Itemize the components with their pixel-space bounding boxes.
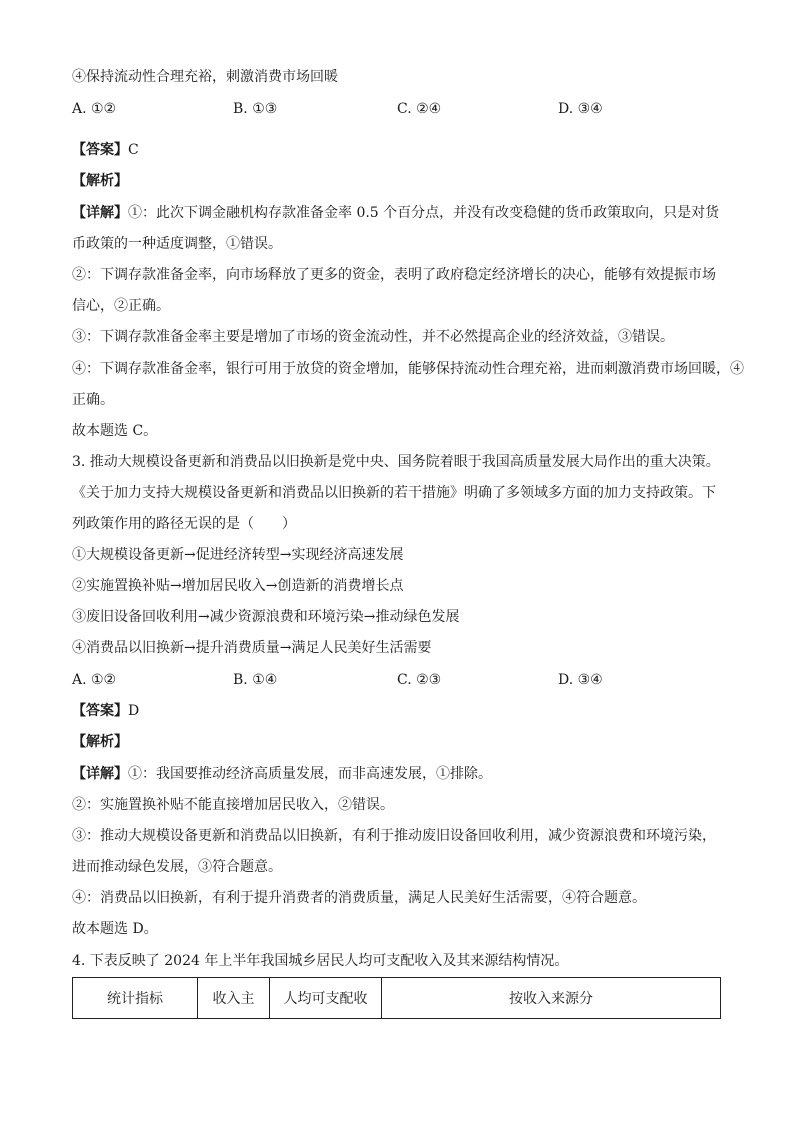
q3-stem-line: 列政策作用的路径无误的是（ ） <box>72 516 296 532</box>
detail-text: ①：此次下调金融机构存款准备金率 0.5 个百分点，并没有改变稳健的货币政策取向，只是对货 <box>128 205 720 221</box>
table-header-cell: 收入主 <box>198 978 270 1019</box>
answer-label: 【答案】 <box>72 703 128 719</box>
q4-stem: 4. 下表反映了 2024 年上半年我国城乡居民人均可支配收入及其来源结构情况。 <box>72 953 569 969</box>
q2-answer <box>72 141 139 159</box>
q2-conclusion: 故本题选 C。 <box>72 423 158 439</box>
detail-text: ①：我国要推动经济高质量发展，而非高速发展，①排除。 <box>128 766 492 782</box>
table-header-cell: 按收入来源分 <box>382 978 721 1019</box>
q3-detail-line: ②：实施置换补贴不能直接增加居民收入，②错误。 <box>72 797 394 813</box>
q3-analysis-label: 【解析】 <box>72 734 128 750</box>
q2-option-a: A. ①② <box>72 101 117 117</box>
q3-option-b: B. ①④ <box>233 672 278 688</box>
q3-detail-line <box>72 765 492 783</box>
q2-option-c: C. ②④ <box>397 101 442 117</box>
q3-option-c: C. ②③ <box>397 672 442 688</box>
q3-option-a: A. ①② <box>72 672 117 688</box>
q2-detail-line: 币政策的一种适度调整，①错误。 <box>72 236 282 252</box>
detail-label: 【详解】 <box>72 205 128 221</box>
q3-item: ①大规模设备更新→促进经济转型→实现经济高速发展 <box>72 547 404 563</box>
q2-detail-line: 正确。 <box>72 392 114 408</box>
q3-detail-line: ③：推动大规模设备更新和消费品以旧换新，有利于推动废旧设备回收利用，减少资源浪费和环境污染， <box>72 828 716 844</box>
table-header-cell: 人均可支配收 <box>270 978 382 1019</box>
q2-analysis-label: 【解析】 <box>72 173 128 189</box>
q3-item: ②实施置换补贴→增加居民收入→创造新的消费增长点 <box>72 578 404 594</box>
q2-option-b: B. ①③ <box>233 101 278 117</box>
q3-detail-line: ④：消费品以旧换新，有利于提升消费者的消费质量，满足人民美好生活需要，④符合题意。 <box>72 890 646 906</box>
detail-label: 【详解】 <box>72 766 128 782</box>
answer-label: 【答案】 <box>72 142 128 158</box>
table-header-cell: 统计指标 <box>73 978 198 1019</box>
table-header-row <box>73 978 721 1019</box>
q3-stem-line: 《关于加力支持大规模设备更新和消费品以旧换新的若干措施》明确了多领域多方面的加力支持政策。下 <box>72 485 716 501</box>
income-table <box>72 977 721 1019</box>
answer-value: D <box>128 703 140 719</box>
q2-detail-line <box>72 204 719 222</box>
q3-answer <box>72 702 139 720</box>
q3-item: ③废旧设备回收利用→减少资源浪费和环境污染→推动绿色发展 <box>72 609 460 625</box>
answer-value: C <box>128 142 139 158</box>
q2-detail-line: ③：下调存款准备金率主要是增加了市场的资金流动性，并不必然提高企业的经济效益，③错误。 <box>72 329 674 345</box>
q3-stem-line: 3. 推动大规模设备更新和消费品以旧换新是党中央、国务院着眼于我国高质量发展大局作出的重大决策。 <box>72 454 720 470</box>
q2-option-4-statement: ④保持流动性合理充裕，刺激消费市场回暖 <box>72 69 338 85</box>
q2-detail-line: 信心，②正确。 <box>72 298 170 314</box>
q3-detail-line: 进而推动绿色发展，③符合题意。 <box>72 859 282 875</box>
q2-detail-line: ④：下调存款准备金率，银行可用于放贷的资金增加，能够保持流动性合理充裕，进而刺激消费市场回暖，④ <box>72 361 744 377</box>
q3-conclusion: 故本题选 D。 <box>72 921 158 937</box>
q2-detail-line: ②：下调存款准备金率，向市场释放了更多的资金，表明了政府稳定经济增长的决心，能够有效提振市场 <box>72 267 716 283</box>
q3-option-d: D. ③④ <box>558 672 603 688</box>
q2-option-d: D. ③④ <box>558 101 603 117</box>
q3-item: ④消费品以旧换新→提升消费质量→满足人民美好生活需要 <box>72 640 432 656</box>
